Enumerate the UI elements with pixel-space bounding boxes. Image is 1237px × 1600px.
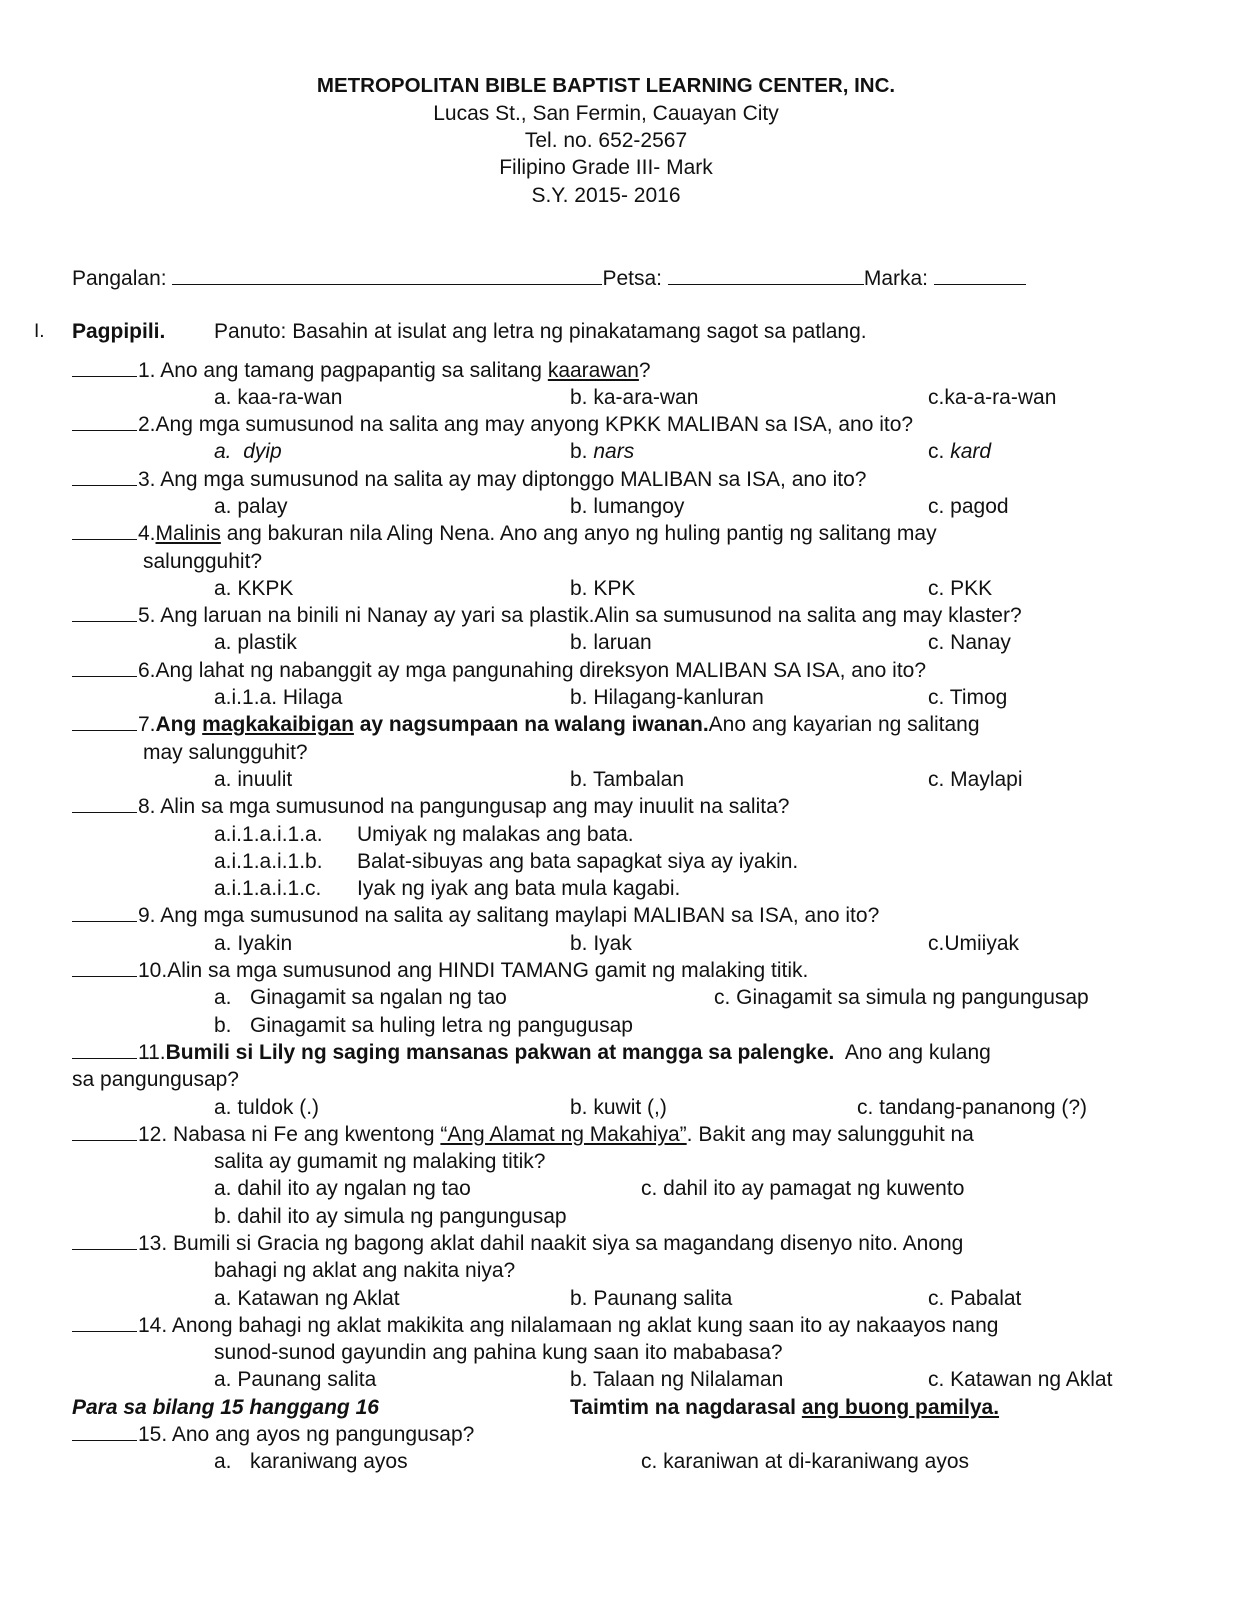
school-name: METROPOLITAN BIBLE BAPTIST LEARNING CENTER, INC. [316, 74, 896, 97]
option-c: c. Maylapi [928, 767, 1023, 791]
name-label: Pangalan: [72, 267, 167, 290]
options [0, 1366, 1237, 1393]
answer-blank[interactable] [72, 957, 137, 977]
option-c [928, 438, 991, 465]
question-3 [0, 466, 1237, 493]
answer-blank[interactable] [72, 411, 137, 431]
question-text: . Bakit ang may salungguhit na [686, 1122, 974, 1146]
option-a [214, 438, 282, 465]
score-label: Marka: [863, 267, 929, 290]
options [0, 930, 1237, 957]
answer-blank[interactable] [72, 657, 137, 677]
question-text: Ano ang kayarian ng salitang [708, 713, 980, 737]
question-text: 3. Ang mga sumusunod na salita ay may diptonggo MALIBAN sa ISA, ano ito? [138, 467, 867, 491]
section-instructions: Panuto: Basahin at isulat ang letra ng pinakatamang sagot sa patlang. [214, 320, 867, 343]
underlined-word: magkakaibigan [202, 713, 354, 737]
underlined-phrase: ang buong pamilya. [801, 1395, 1000, 1419]
option-text: Umiyak ng malakas ang bata. [357, 822, 634, 846]
group-label: Para sa bilang 15 hanggang 16 [72, 1395, 379, 1419]
underlined-title: “Ang Alamat ng Makahiya” [440, 1122, 687, 1146]
option-b: b. ka-ara-wan [570, 385, 699, 409]
options [0, 766, 1237, 793]
option-label: a.i.1.a.i.1.b. [214, 849, 323, 873]
option-a: a. kaa-ra-wan [214, 385, 343, 409]
option-a: a. inuulit [214, 767, 293, 791]
answer-blank[interactable] [72, 711, 137, 731]
option-label: a. [214, 986, 232, 1010]
option-a: a. dahil ito ay ngalan ng tao [214, 1177, 471, 1201]
options [0, 629, 1237, 656]
option-a: a. palay [214, 494, 288, 518]
student-info-row [72, 264, 1026, 292]
underlined-word: kaarawan [547, 358, 639, 382]
answer-blank[interactable] [72, 520, 137, 540]
date-field[interactable] [668, 264, 864, 285]
question-6 [0, 657, 1237, 684]
question-continuation [0, 548, 1237, 575]
options [0, 438, 1237, 465]
option-label: b. [214, 1013, 232, 1037]
question-14 [0, 1312, 1237, 1339]
option-c: c. Pabalat [928, 1286, 1022, 1310]
answer-blank[interactable] [72, 1230, 137, 1250]
options [0, 1094, 1237, 1121]
option-a: a. Paunang salita [214, 1368, 377, 1392]
options [0, 575, 1237, 602]
options [0, 493, 1237, 520]
question-text: 5. Ang laruan na binili ni Nanay ay yari sa plastik.Alin sa sumusunod na salita ang may klaster? [138, 604, 1022, 628]
option-b: b. Talaan ng Nilalaman [570, 1368, 784, 1392]
school-telephone: Tel. no. 652-2567 [524, 129, 688, 152]
answer-blank[interactable] [72, 466, 137, 486]
date-label: Petsa: [602, 267, 662, 290]
option-label: a.i.1.a.i.1.a. [214, 822, 323, 846]
question-5 [0, 602, 1237, 629]
question-text: 10.Alin sa mga sumusunod ang HINDI TAMANG gamit ng malaking titik. [138, 959, 809, 983]
question-text: 6.Ang lahat ng nabanggit ay mga pangunahing direksyon MALIBAN SA ISA, ano ito? [138, 658, 927, 682]
bold-sentence: Ang [155, 713, 203, 737]
question-number: 7. [138, 713, 156, 737]
question-text: 13. Bumili si Gracia ng bagong aklat dahil naakit siya sa magandang disenyo nito. Anong [138, 1232, 964, 1255]
question-9 [0, 902, 1237, 929]
options [0, 384, 1237, 411]
options [0, 684, 1237, 711]
option-label: a.i.1.a.i.1.c. [214, 877, 322, 901]
group-sentence [570, 1394, 999, 1421]
question-text: salita ay gumamit ng malaking titik? [214, 1150, 546, 1174]
school-year: S.Y. 2015- 2016 [531, 184, 681, 207]
section-number: I. [34, 321, 45, 342]
question-text: 9. Ang mga sumusunod na salita ay salitang maylapi MALIBAN sa ISA, ano ito? [138, 904, 880, 928]
answer-blank[interactable] [72, 602, 137, 622]
questions [0, 357, 1237, 1476]
option-c: c. Nanay [928, 631, 1011, 655]
question-10 [0, 957, 1237, 984]
option-b: b. kuwit (,) [570, 1095, 667, 1119]
question-number: 4. [138, 522, 156, 546]
question-2 [0, 411, 1237, 438]
question-text: Ano ang kulang [834, 1040, 991, 1064]
option-a: a. KKPK [214, 576, 294, 600]
bold-sentence: Bumili si Lily ng saging mansanas pakwan at mangga sa palengke. [165, 1040, 835, 1064]
question-continuation [0, 1066, 1237, 1093]
options [0, 1448, 1237, 1475]
score-field[interactable] [934, 264, 1026, 285]
option-text: Iyak ng iyak ang bata mula kagabi. [357, 877, 681, 901]
question-8 [0, 793, 1237, 820]
option-a: a. Katawan ng Aklat [214, 1286, 400, 1310]
option-b: Ginagamit sa huling letra ng pangugusap [250, 1013, 633, 1037]
option-c: c.ka-a-ra-wan [928, 385, 1057, 409]
option-label: c. [928, 440, 945, 464]
option-label: a. [214, 440, 232, 464]
option-b: b. Hilagang-kanluran [570, 686, 764, 710]
option-c: c. PKK [928, 576, 993, 600]
option-text: dyip [243, 440, 282, 464]
option-label: a. [214, 1450, 232, 1474]
answer-blank[interactable] [72, 902, 137, 922]
question-continuation [0, 739, 1237, 766]
answer-blank[interactable] [72, 1421, 137, 1441]
school-address: Lucas St., San Fermin, Cauayan City [433, 102, 779, 125]
option-a: a. tuldok (.) [214, 1095, 320, 1119]
section-title: Pagpipili. [72, 320, 166, 343]
answer-blank[interactable] [72, 793, 137, 813]
option-c [0, 875, 1237, 902]
option-a: a. Iyakin [214, 931, 293, 955]
option-c: c. karaniwan at di-karaniwang ayos [641, 1450, 970, 1474]
question-group-heading [0, 1394, 1237, 1421]
question-11 [0, 1039, 1237, 1066]
option-c: c. tandang-pananong (?) [857, 1095, 1088, 1119]
answer-blank[interactable] [72, 1039, 137, 1059]
option-b: b. Paunang salita [570, 1286, 733, 1310]
underlined-word: Malinis [155, 522, 221, 546]
option-b [570, 438, 634, 465]
options [0, 1285, 1237, 1312]
option-a: karaniwang ayos [250, 1450, 408, 1474]
option-b: b. Tambalan [570, 767, 685, 791]
question-continuation [0, 1148, 1237, 1175]
option-a: a.i.1.a. Hilaga [214, 686, 343, 710]
question-text: 14. Anong bahagi ng aklat makikita ang nilalamaan ng aklat kung saan ito ay nakaayos nang [138, 1313, 999, 1337]
question-text: 1. Ano ang tamang pagpapantig sa salitang [138, 358, 548, 382]
question-text: 8. Alin sa mga sumusunod na pangungusap ang may inuulit na salita? [138, 795, 790, 819]
options [0, 1175, 1237, 1202]
question-text: 12. Nabasa ni Fe ang kwentong [138, 1122, 441, 1146]
question-text: bahagi ng aklat ang nakita niya? [214, 1259, 516, 1283]
options [0, 1012, 1237, 1039]
option-b [0, 848, 1237, 875]
question-text: sunod-sunod gayundin ang pahina kung saan ito mababasa? [214, 1341, 783, 1365]
option-label: b. [570, 440, 588, 464]
question-text: sa pangungusap? [72, 1068, 239, 1092]
question-continuation [0, 1339, 1237, 1366]
question-1 [0, 357, 1237, 384]
question-text: 2.Ang mga sumusunod na salita ang may anyong KPKK MALIBAN sa ISA, ano ito? [138, 413, 914, 437]
option-c: c.Umiiyak [928, 931, 1020, 955]
question-13 [0, 1230, 1237, 1257]
question-text: 15. Ano ang ayos ng pangungusap? [138, 1423, 475, 1447]
question-12 [0, 1121, 1237, 1148]
question-text: salungguhit? [143, 549, 263, 573]
question-number: 11. [138, 1040, 166, 1064]
bold-sentence: ay nagsumpaan na walang iwanan. [353, 713, 709, 737]
answer-blank[interactable] [72, 357, 137, 377]
option-a: a. plastik [214, 631, 297, 655]
option-a: Ginagamit sa ngalan ng tao [250, 986, 507, 1010]
question-7 [0, 711, 1237, 738]
option-c: c. Timog [928, 686, 1008, 710]
question-15 [0, 1421, 1237, 1448]
question-continuation [0, 1257, 1237, 1284]
options [0, 984, 1237, 1011]
question-text: ? [638, 358, 651, 382]
option-text: kard [950, 440, 992, 464]
option-c: c. Ginagamit sa simula ng pangungusap [714, 986, 1089, 1010]
question-4 [0, 520, 1237, 547]
option-b: b. Iyak [570, 931, 632, 955]
options [0, 1203, 1237, 1230]
sentence-text: Taimtim na nagdarasal [570, 1395, 802, 1419]
name-field[interactable] [172, 264, 602, 285]
option-text: Balat-sibuyas ang bata sapagkat siya ay iyakin. [357, 849, 799, 873]
answer-blank[interactable] [72, 1121, 137, 1141]
exam-subject: Filipino Grade III- Mark [499, 156, 713, 179]
option-c: c. Katawan ng Aklat [928, 1368, 1113, 1392]
option-text: nars [593, 440, 635, 464]
question-text: ang bakuran nila Aling Nena. Ano ang anyo ng huling pantig ng salitang may [220, 522, 937, 546]
option-b: b. lumangoy [570, 494, 685, 518]
option-a [0, 821, 1237, 848]
option-b: b. laruan [570, 631, 652, 655]
answer-blank[interactable] [72, 1312, 137, 1332]
option-c: c. dahil ito ay pamagat ng kuwento [641, 1177, 965, 1201]
option-b: b. dahil ito ay simula ng pangungusap [214, 1204, 567, 1228]
question-text: may salungguhit? [143, 740, 308, 764]
option-b: b. KPK [570, 576, 636, 600]
option-c: c. pagod [928, 494, 1009, 518]
